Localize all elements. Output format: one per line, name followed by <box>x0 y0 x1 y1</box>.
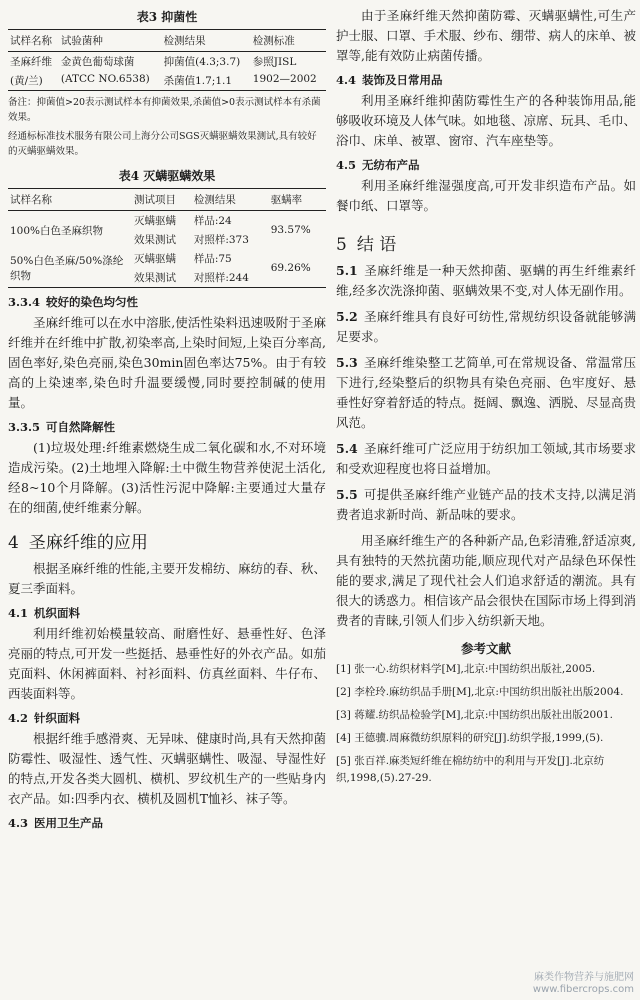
conclusion-item <box>336 439 636 479</box>
sample-name: 100%白色圣麻织物 <box>10 224 104 237</box>
section-title: 针织面料 <box>34 711 81 725</box>
table-row <box>8 211 326 231</box>
table4-header: 驱螨率 <box>269 189 326 211</box>
table-cell: 1902—2002 <box>252 73 317 85</box>
paragraph: 利用圣麻纤维湿强度高,可开发非织造布产品。如餐巾纸、口罩等。 <box>336 178 636 213</box>
test-item: 效果测试 <box>134 272 176 284</box>
table-cell: 金黄色葡萄球菌 <box>60 56 135 68</box>
conclusion-item <box>336 485 636 525</box>
section-number: 4.1 <box>8 606 29 620</box>
chapter-title: 圣麻纤维的应用 <box>28 533 148 553</box>
chapter-number: 4 <box>8 533 19 553</box>
closing-paragraph: 用圣麻纤维生产的各种新产品,色彩清雅,舒适凉爽,具有独特的天然抗菌功能,顺应现代对产品绿色环保性能的要求,满足了现代社会人们追求舒适的潮流。具有很大的诱惑力。相信该产品会很快在国际市场上得到消费者的青睐,引领人们步入纺织新天地。 <box>336 533 637 628</box>
item-text: 圣麻纤维可广泛应用于纺织加工领域,其市场要求和受欢迎程度也将日益增加。 <box>336 441 636 476</box>
table3-header: 试样名称 <box>8 30 59 52</box>
section-title: 装饰及日常用品 <box>362 73 443 87</box>
reference-item: [2] 李栓玲.麻纺织品手册[M],北京:中国纺织出版社出版2004. <box>336 686 624 698</box>
section-number: 3.3.5 <box>8 420 41 434</box>
table-cell: 圣麻纤维 <box>10 56 52 68</box>
watermark-url: www.fibercrops.com <box>532 984 634 995</box>
item-number: 5.5 <box>336 487 358 502</box>
chapter-heading <box>8 528 326 553</box>
paragraph: 圣麻纤维可以在水中溶胀,使活性染料迅速吸附于圣麻纤维并在纤维中扩散,初染率高,上染时间短,上染百分率高,固色率好,染色亮丽,染色30min固色率达75%。由于有较高的上染速率,染色时升温要缓慢,同时要控制碱的使用量。 <box>8 315 326 410</box>
section-heading <box>8 294 326 310</box>
table4 <box>8 188 326 288</box>
table4-caption: 表4 灭螨驱螨效果 <box>118 169 216 183</box>
item-number: 5.3 <box>336 355 358 370</box>
item-text: 可提供圣麻纤维产业链产品的技术支持,以满足消费者追求新时尚、新品味的要求。 <box>336 487 636 522</box>
table-row <box>8 71 326 91</box>
table4-header: 试样名称 <box>8 189 132 211</box>
conclusion-item <box>336 261 636 301</box>
item-number: 5.2 <box>336 309 358 324</box>
watermark-line: 麻类作物营养与施肥网 <box>534 972 634 983</box>
reference-item: [5] 张百祥.麻类短纤维在棉纺纺中的利用与开发[J].北京纺织,1998,(5).27-29. <box>336 755 605 784</box>
item-number: 5.4 <box>336 441 358 456</box>
mite-rate: 93.57% <box>270 224 311 236</box>
table-row <box>8 249 326 268</box>
paragraph: (1)垃圾处理:纤维素燃烧生成二氧化碳和水,不对环境造成污染。(2)土地埋入降解:土中微生物营养使泥土活化,经8~10个月降解。(3)活性污泥中降解:主要通过大量存在的细菌,使纤维素分解。 <box>8 440 326 515</box>
table3 <box>8 29 326 91</box>
item-text: 圣麻纤维具有良好可纺性,常规纺织设备就能够满足要求。 <box>336 309 636 344</box>
section-title: 医用卫生产品 <box>34 816 104 830</box>
table4-header: 检测结果 <box>192 189 269 211</box>
reference-item: [3] 蒋耀.纺织品检验学[M],北京:中国纺织出版社出版2001. <box>336 709 613 721</box>
paragraph: 由于圣麻纤维天然抑菌防霉、灭螨驱螨性,可生产护士服、口罩、手术服、纱布、绷带、病人的床单、被罩等,能有效防止病菌传播。 <box>336 8 637 63</box>
test-item: 效果测试 <box>134 234 176 246</box>
paragraph: 根据圣麻纤维的性能,主要开发棉纺、麻纺的春、秋、夏三季面料。 <box>8 561 326 596</box>
table-cell: 抑菌值(4.3;3.7) <box>163 56 241 68</box>
table-row <box>8 52 326 72</box>
test-result: 样品:75 <box>193 253 232 265</box>
section-heading <box>8 815 326 831</box>
table-cell: 杀菌值1.7;1.1 <box>163 75 233 87</box>
section-heading <box>336 72 636 88</box>
references-title: 参考文献 <box>460 641 511 656</box>
left-column <box>8 0 326 834</box>
reference-item: [4] 王德骥.周麻微纺织原料的研究[J].纺织学报,1999,(5). <box>336 732 604 744</box>
table-cell: 参照JISL <box>252 56 297 68</box>
test-item: 灭螨驱螨 <box>134 253 176 265</box>
section-heading <box>336 157 636 173</box>
paragraph: 利用纤维初始模量较高、耐磨性好、悬垂性好、色泽亮丽的特点,可开发一些挺括、悬垂性好的外衣产品。如茄克面料、休闲裤面料、衬衫面料、仿真丝面料、牛仔布、西装面料等。 <box>8 626 326 701</box>
item-text: 圣麻纤维是一种天然抑菌、驱螨的再生纤维素纤维,经多次洗涤抑菌、驱螨效果不变,对人体无副作用。 <box>336 263 636 298</box>
conclusion-item <box>336 307 636 347</box>
item-text: 圣麻纤维染整工艺简单,可在常规设备、常温常压下进行,经染整后的织物具有染色亮丽、色牢度好、悬垂性好穿着舒适的特点。挺阔、飘逸、洒脱、尽显高贵风范。 <box>336 355 637 430</box>
table4-header: 测试项目 <box>132 189 192 211</box>
table-cell: (ATCC NO.6538) <box>60 73 150 85</box>
section-number: 3.3.4 <box>8 295 41 309</box>
section-title: 可自然降解性 <box>46 420 116 434</box>
section-heading <box>8 419 326 435</box>
section-number: 4.5 <box>336 158 357 172</box>
section-heading <box>8 605 326 621</box>
reference-item: [1] 张一心.纺织材料学[M],北京:中国纺织出版社,2005. <box>336 663 596 675</box>
sgs-note: 经通标标准技术服务有限公司上海分公司SGS灭螨驱螨效果测试,具有较好的灭螨驱螨效果。 <box>8 131 317 157</box>
table3-caption: 表3 抑菌性 <box>136 10 198 24</box>
table3-header: 检测标准 <box>251 30 326 52</box>
chapter-number: 5 <box>336 235 347 255</box>
table3-header: 试验菌种 <box>59 30 162 52</box>
chapter-title: 结 语 <box>356 235 397 255</box>
test-result: 样品:24 <box>193 215 232 227</box>
table3-header: 检测结果 <box>162 30 251 52</box>
watermark <box>533 972 634 996</box>
paragraph: 利用圣麻纤维抑菌防霉性生产的各种装饰用品,能够吸收环境及人体气味。如地毯、凉席、玩具、毛巾、浴巾、床单、被罩、窗帘、汽车座垫等。 <box>336 93 637 148</box>
section-heading <box>8 710 326 726</box>
mite-rate: 69.26% <box>270 262 311 274</box>
test-result: 对照样:244 <box>193 272 249 284</box>
chapter-heading <box>336 230 636 255</box>
conclusion-item <box>336 353 636 433</box>
section-title: 机织面料 <box>34 606 81 620</box>
test-item: 灭螨驱螨 <box>134 215 176 227</box>
section-title: 较好的染色均匀性 <box>46 295 139 309</box>
paragraph: 根据纤维手感滑爽、无异味、健康时尚,具有天然抑菌防霉性、吸湿性、透气性、灭螨驱螨性、吸湿、导湿性好的特点,开发各类大圆机、横机、罗纹机生产的一些贴身内衣产品。如:四季内衣、横机及圆机T恤衫、袜子等。 <box>8 731 326 806</box>
right-column <box>336 0 636 793</box>
section-number: 4.2 <box>8 711 29 725</box>
section-number: 4.3 <box>8 816 29 830</box>
table3-note: 备注：抑菌值>20表示测试样本有抑菌效果,杀菌值>0表示测试样本有杀菌效果。 <box>8 97 321 123</box>
test-result: 对照样:373 <box>193 234 249 246</box>
section-number: 4.4 <box>336 73 357 87</box>
table-cell: (黄/兰) <box>10 75 43 87</box>
item-number: 5.1 <box>336 263 358 278</box>
section-title: 无纺布产品 <box>362 158 420 172</box>
sample-name: 50%白色圣麻/50%涤纶织物 <box>10 255 124 282</box>
